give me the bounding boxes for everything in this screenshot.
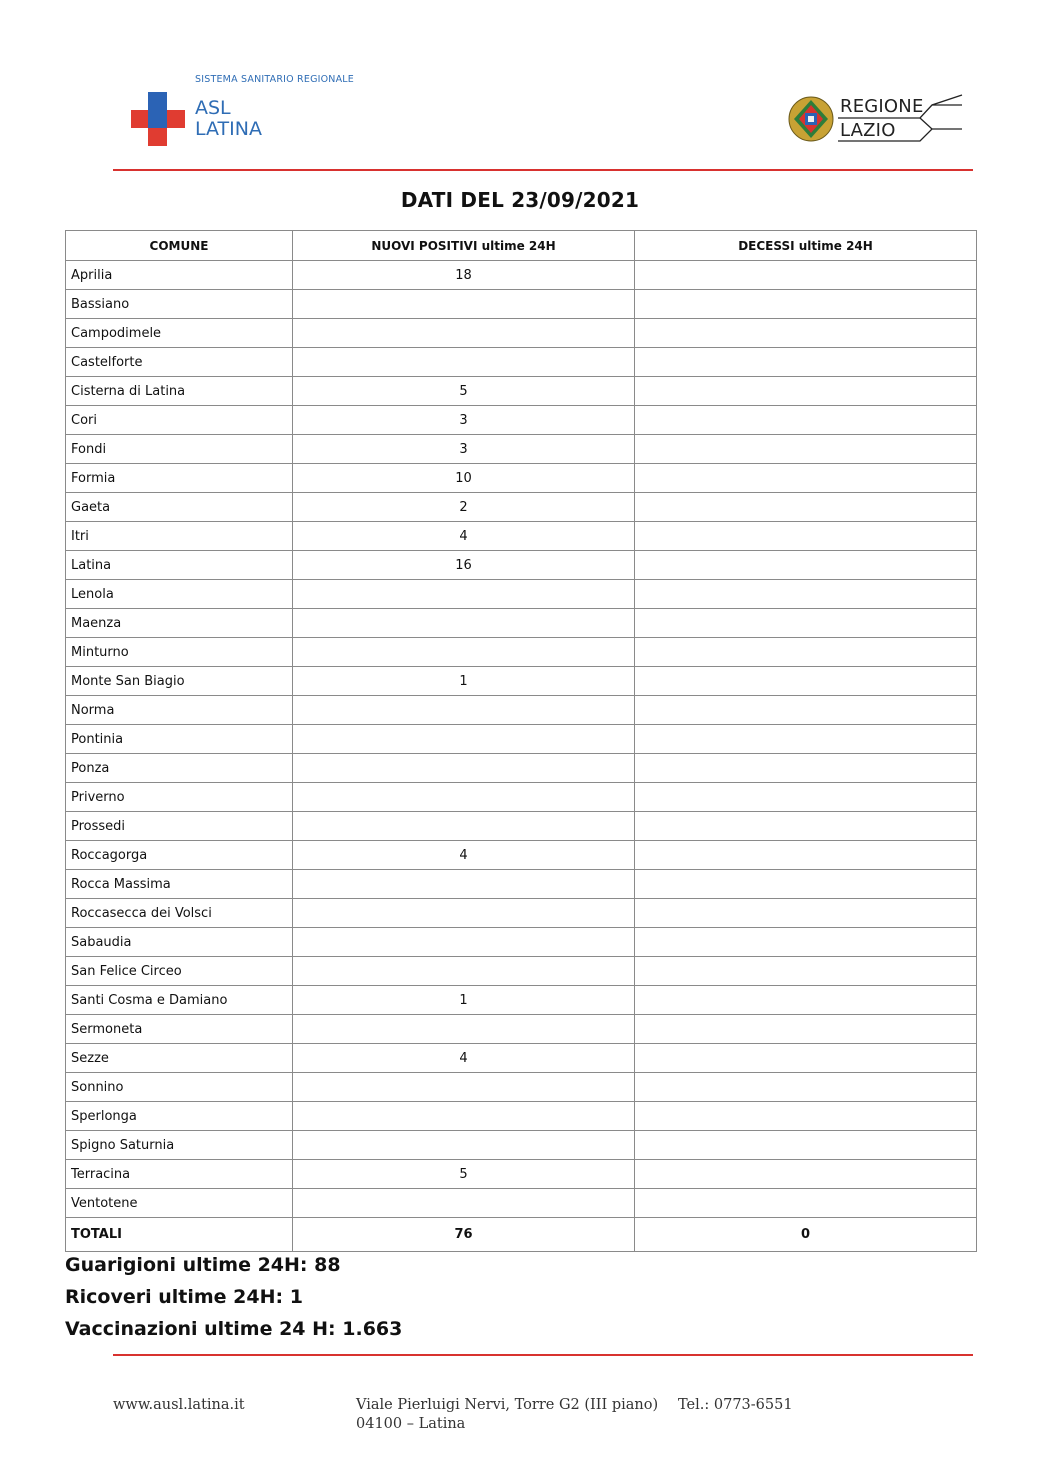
cell-decessi <box>635 928 977 957</box>
table-row <box>66 261 977 290</box>
lazio-line2: LAZIO <box>840 120 896 141</box>
table-row <box>66 870 977 899</box>
table-row <box>66 986 977 1015</box>
summary-ricoveri: Ricoveri ultime 24H: 1 <box>65 1286 303 1308</box>
cell-nuovi-positivi: 16 <box>293 551 635 580</box>
cell-nuovi-positivi <box>293 1102 635 1131</box>
cell-nuovi-positivi <box>293 1189 635 1218</box>
cell-nuovi-positivi: 10 <box>293 464 635 493</box>
cell-nuovi-positivi <box>293 580 635 609</box>
cell-comune: Lenola <box>66 580 293 609</box>
cell-decessi <box>635 580 977 609</box>
cell-decessi <box>635 638 977 667</box>
cell-nuovi-positivi <box>293 609 635 638</box>
table-row <box>66 290 977 319</box>
cell-comune: Latina <box>66 551 293 580</box>
summary-block <box>65 1249 402 1345</box>
cell-comune: Aprilia <box>66 261 293 290</box>
cell-comune: Rocca Massima <box>66 870 293 899</box>
cell-decessi <box>635 290 977 319</box>
table-row <box>66 319 977 348</box>
cell-nuovi-positivi <box>293 899 635 928</box>
cell-decessi <box>635 1044 977 1073</box>
cell-decessi <box>635 1160 977 1189</box>
table-row <box>66 1015 977 1044</box>
cell-decessi <box>635 986 977 1015</box>
cell-comune: Formia <box>66 464 293 493</box>
table-row <box>66 464 977 493</box>
cell-nuovi-positivi <box>293 348 635 377</box>
cell-comune: Sabaudia <box>66 928 293 957</box>
cell-decessi <box>635 377 977 406</box>
cell-decessi <box>635 551 977 580</box>
table-row <box>66 1160 977 1189</box>
cell-comune: Cisterna di Latina <box>66 377 293 406</box>
cell-nuovi-positivi <box>293 957 635 986</box>
table-row <box>66 957 977 986</box>
table-row <box>66 406 977 435</box>
table-header-row <box>66 231 977 261</box>
cell-nuovi-positivi: 5 <box>293 1160 635 1189</box>
table-row <box>66 667 977 696</box>
asl-line2: LATINA <box>195 118 262 140</box>
summary-guarigioni: Guarigioni ultime 24H: 88 <box>65 1254 341 1276</box>
cell-nuovi-positivi <box>293 290 635 319</box>
cell-nuovi-positivi <box>293 754 635 783</box>
header-decessi: DECESSI ultime 24H <box>635 231 977 261</box>
cell-nuovi-positivi: 2 <box>293 493 635 522</box>
cell-comune: Norma <box>66 696 293 725</box>
cell-decessi <box>635 841 977 870</box>
cell-decessi <box>635 406 977 435</box>
table-row <box>66 899 977 928</box>
table-row <box>66 725 977 754</box>
cell-comune: Cori <box>66 406 293 435</box>
table-row <box>66 435 977 464</box>
footer-divider <box>113 1354 973 1356</box>
cell-comune: Roccagorga <box>66 841 293 870</box>
cell-comune: San Felice Circeo <box>66 957 293 986</box>
cell-comune: Monte San Biagio <box>66 667 293 696</box>
cell-comune: Maenza <box>66 609 293 638</box>
table-row <box>66 377 977 406</box>
cell-decessi <box>635 783 977 812</box>
cell-comune: Sperlonga <box>66 1102 293 1131</box>
cell-comune: Sezze <box>66 1044 293 1073</box>
cell-decessi <box>635 493 977 522</box>
cell-decessi <box>635 319 977 348</box>
table-row <box>66 928 977 957</box>
cell-decessi <box>635 870 977 899</box>
cases-table <box>65 230 977 1252</box>
cell-nuovi-positivi <box>293 783 635 812</box>
table-row <box>66 1073 977 1102</box>
table-row <box>66 551 977 580</box>
footer-website[interactable]: www.ausl.latina.it <box>113 1397 245 1413</box>
summary-vaccinazioni: Vaccinazioni ultime 24 H: 1.663 <box>65 1318 403 1340</box>
cell-comune: Prossedi <box>66 812 293 841</box>
cell-decessi <box>635 667 977 696</box>
footer-phone: Tel.: 0773-6551 <box>678 1397 793 1413</box>
cell-decessi <box>635 1015 977 1044</box>
totals-label: TOTALI <box>66 1218 293 1252</box>
table-row <box>66 1131 977 1160</box>
cell-comune: Bassiano <box>66 290 293 319</box>
totals-decessi: 0 <box>635 1218 977 1252</box>
table-row <box>66 638 977 667</box>
cell-comune: Santi Cosma e Damiano <box>66 986 293 1015</box>
totals-row <box>66 1218 977 1252</box>
lazio-text <box>840 95 924 143</box>
table-row <box>66 580 977 609</box>
cell-nuovi-positivi: 1 <box>293 986 635 1015</box>
cell-decessi <box>635 435 977 464</box>
cell-nuovi-positivi <box>293 812 635 841</box>
cell-nuovi-positivi: 4 <box>293 841 635 870</box>
cell-nuovi-positivi <box>293 1131 635 1160</box>
lazio-line1: REGIONE <box>840 96 924 117</box>
table-row <box>66 754 977 783</box>
cell-nuovi-positivi: 18 <box>293 261 635 290</box>
cell-decessi <box>635 1131 977 1160</box>
table-row <box>66 841 977 870</box>
header-divider <box>113 169 973 171</box>
cell-nuovi-positivi <box>293 870 635 899</box>
table-row <box>66 348 977 377</box>
cell-comune: Roccasecca dei Volsci <box>66 899 293 928</box>
footer-address-line2: 04100 – Latina <box>356 1416 466 1432</box>
cell-nuovi-positivi: 5 <box>293 377 635 406</box>
cell-decessi <box>635 812 977 841</box>
table-row <box>66 1189 977 1218</box>
totals-positivi: 76 <box>293 1218 635 1252</box>
cell-decessi <box>635 348 977 377</box>
cell-decessi <box>635 609 977 638</box>
cell-comune: Terracina <box>66 1160 293 1189</box>
red-cross-icon <box>131 92 185 146</box>
header-nuovi-positivi: NUOVI POSITIVI ultime 24H <box>293 231 635 261</box>
table-row <box>66 696 977 725</box>
cell-decessi <box>635 1073 977 1102</box>
cell-decessi <box>635 1102 977 1131</box>
asl-name <box>195 98 262 140</box>
footer-address <box>356 1396 658 1434</box>
cell-comune: Pontinia <box>66 725 293 754</box>
asl-subtitle: SISTEMA SANITARIO REGIONALE <box>195 74 355 85</box>
asl-line1: ASL <box>195 97 231 119</box>
cell-comune: Minturno <box>66 638 293 667</box>
table-row <box>66 1044 977 1073</box>
lazio-crest-icon <box>788 94 834 144</box>
table-row <box>66 812 977 841</box>
cell-nuovi-positivi: 1 <box>293 667 635 696</box>
cell-decessi <box>635 464 977 493</box>
header-comune: COMUNE <box>66 231 293 261</box>
table-row <box>66 522 977 551</box>
cell-comune: Ponza <box>66 754 293 783</box>
cell-decessi <box>635 754 977 783</box>
cell-comune: Castelforte <box>66 348 293 377</box>
cell-nuovi-positivi <box>293 1073 635 1102</box>
cell-decessi <box>635 957 977 986</box>
cell-comune: Gaeta <box>66 493 293 522</box>
cell-decessi <box>635 1189 977 1218</box>
cell-nuovi-positivi: 4 <box>293 522 635 551</box>
cell-decessi <box>635 522 977 551</box>
cell-decessi <box>635 899 977 928</box>
table-row <box>66 1102 977 1131</box>
cell-comune: Spigno Saturnia <box>66 1131 293 1160</box>
table-row <box>66 609 977 638</box>
cell-decessi <box>635 725 977 754</box>
cell-nuovi-positivi: 4 <box>293 1044 635 1073</box>
cell-comune: Ventotene <box>66 1189 293 1218</box>
cell-nuovi-positivi <box>293 638 635 667</box>
cell-decessi <box>635 696 977 725</box>
cell-nuovi-positivi: 3 <box>293 435 635 464</box>
cell-comune: Fondi <box>66 435 293 464</box>
cell-nuovi-positivi <box>293 319 635 348</box>
cell-nuovi-positivi <box>293 1015 635 1044</box>
cell-comune: Priverno <box>66 783 293 812</box>
table-row <box>66 783 977 812</box>
document-title: DATI DEL 23/09/2021 <box>400 188 640 212</box>
table-row <box>66 493 977 522</box>
footer-address-line1: Viale Pierluigi Nervi, Torre G2 (III piano) <box>356 1397 659 1413</box>
cell-nuovi-positivi: 3 <box>293 406 635 435</box>
regione-lazio-logo <box>788 92 968 148</box>
cell-nuovi-positivi <box>293 725 635 754</box>
cell-nuovi-positivi <box>293 928 635 957</box>
cell-comune: Campodimele <box>66 319 293 348</box>
cell-comune: Itri <box>66 522 293 551</box>
cell-nuovi-positivi <box>293 696 635 725</box>
cell-comune: Sermoneta <box>66 1015 293 1044</box>
asl-latina-logo <box>130 70 380 160</box>
cell-decessi <box>635 261 977 290</box>
cell-comune: Sonnino <box>66 1073 293 1102</box>
